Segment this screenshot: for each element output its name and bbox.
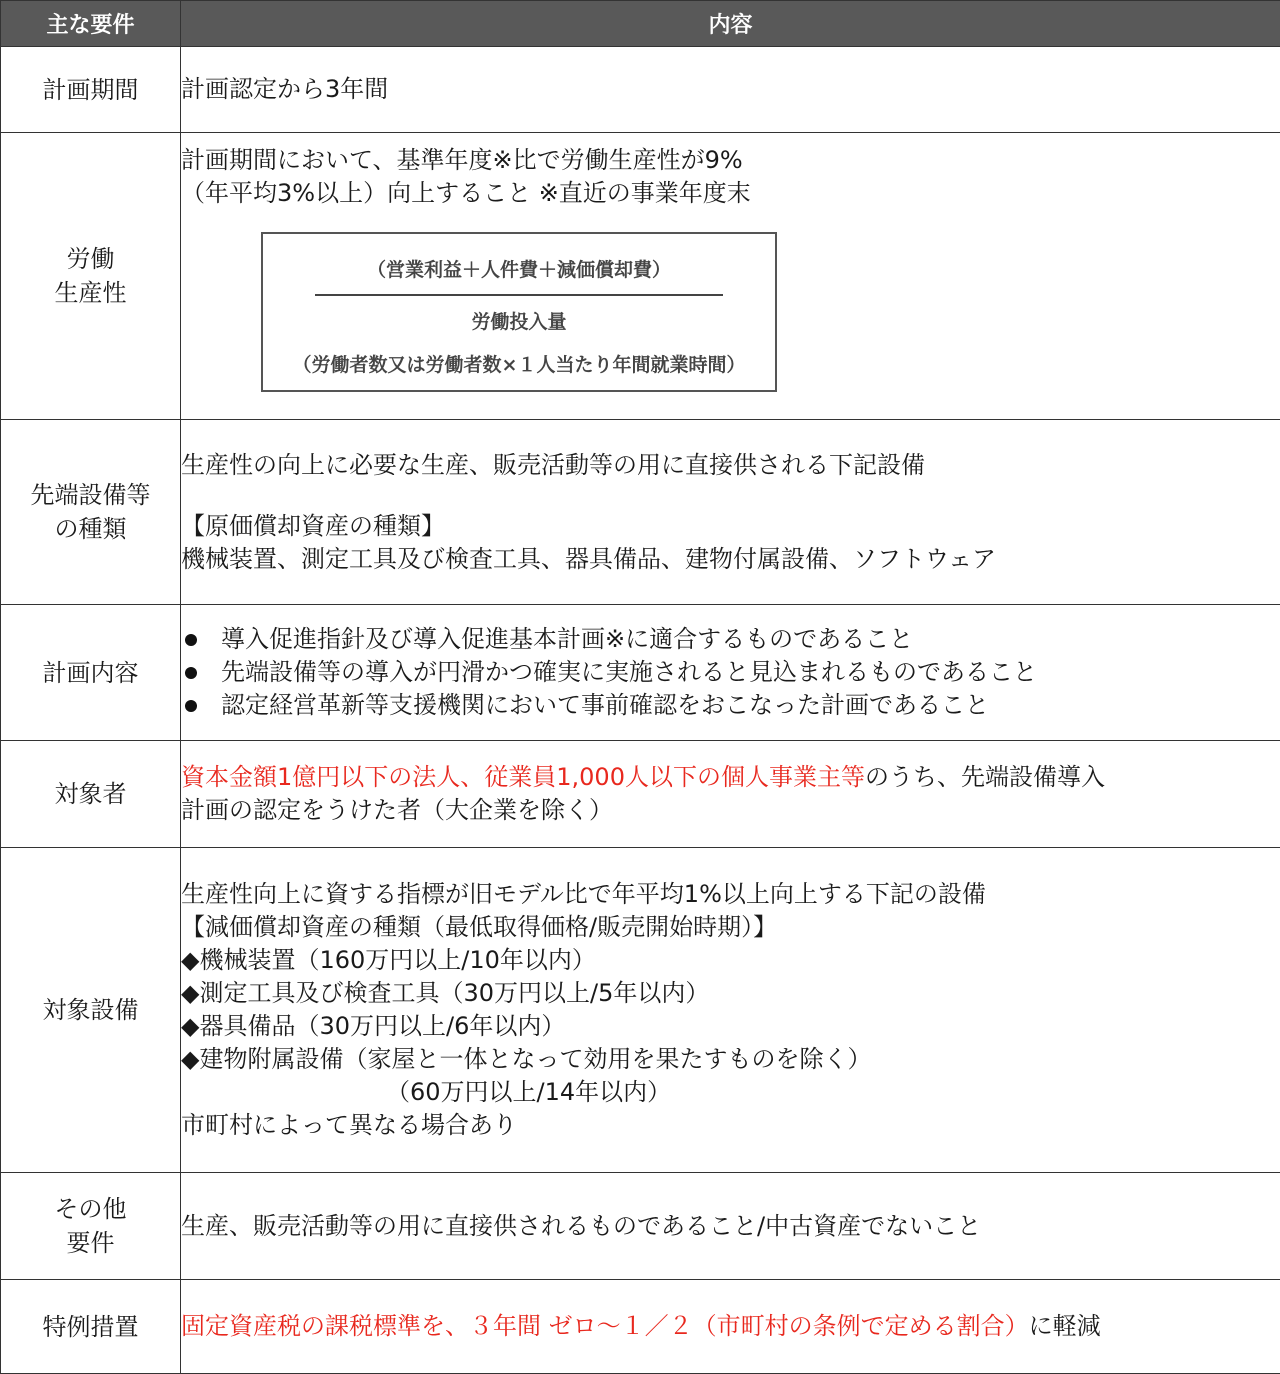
- spacer: [181, 482, 1280, 510]
- target-equipment-line4: ◆測定工具及び検査工具（30万円以上/5年以内）: [181, 979, 710, 1007]
- label-plan-period: 計画期間: [1, 47, 181, 133]
- special-rest: に軽減: [1028, 1312, 1101, 1340]
- header-content: 内容: [181, 1, 1280, 47]
- equipment-types-line2: 【原価償却資産の種類】: [181, 511, 445, 540]
- label-plan-content: 計画内容: [1, 605, 181, 741]
- content-target-persons: [181, 741, 1280, 848]
- bullet-icon: [185, 700, 197, 712]
- formula-fraction-bar: [315, 294, 723, 296]
- row-special-measures: [1, 1280, 1280, 1374]
- row-plan-period: [1, 47, 1280, 133]
- productivity-formula-box: [261, 232, 777, 392]
- row-labor-productivity: [1, 133, 1280, 420]
- label-other-line1: その他: [54, 1195, 127, 1223]
- bullet-text: 導入促進指針及び導入促進基本計画※に適合するものであること: [221, 625, 914, 653]
- formula-denominator: 労働投入量: [471, 311, 567, 333]
- target-equipment-line7: （60万円以上/14年以内）: [386, 1078, 672, 1106]
- target-equipment-line3: ◆機械装置（160万円以上/10年以内）: [181, 946, 596, 974]
- target-line1: [181, 761, 1280, 794]
- formula-numerator: （営業利益＋人件費＋減価償却費）: [366, 259, 671, 281]
- target-line2: 計画の認定をうけた者（大企業を除く）: [181, 796, 613, 824]
- bullet-text: 先端設備等の導入が円滑かつ確実に実施されると見込まれるものであること: [221, 658, 1037, 686]
- target-equipment-line5: ◆器具備品（30万円以上/6年以内）: [181, 1012, 566, 1040]
- label-labor-productivity: [1, 133, 181, 420]
- row-target-persons: [1, 741, 1280, 848]
- label-productivity-line1: 労働: [66, 245, 115, 273]
- target-equipment-line1: 生産性向上に資する指標が旧モデル比で年平均1%以上向上する下記の設備: [181, 880, 986, 908]
- label-target-persons: 対象者: [1, 741, 181, 848]
- target-rest1: のうち、先端設備導入: [864, 763, 1105, 791]
- special-highlight: 固定資産税の課税標準を、３年間 ゼロ～１／２（市町村の条例で定める割合）: [181, 1312, 1029, 1340]
- special-measures-line: [181, 1310, 1280, 1343]
- label-other-requirements: [1, 1173, 181, 1280]
- list-item: [181, 623, 1280, 656]
- productivity-line1: 計画期間において、基準年度※比で労働生産性が9%: [181, 146, 743, 174]
- content-labor-productivity: [181, 133, 1280, 420]
- row-target-equipment: [1, 848, 1280, 1173]
- target-highlight: 資本金額1億円以下の法人、従業員1,000人以下の個人事業主等: [181, 763, 865, 791]
- content-equipment-types: [181, 420, 1280, 605]
- target-equipment-line8: 市町村によって異なる場合あり: [181, 1111, 517, 1139]
- plan-period-text: 計画認定から3年間: [181, 75, 389, 103]
- productivity-line2: （年平均3%以上）向上すること ※直近の事業年度末: [181, 179, 751, 207]
- target-equipment-line6: ◆建物附属設備（家屋と一体となって効用を果たすものを除く）: [181, 1045, 872, 1073]
- content-other-requirements: [181, 1173, 1280, 1280]
- label-equipment-line2: の種類: [54, 515, 127, 543]
- target-equipment-line2: 【減価償却資産の種類（最低取得価格/販売開始時期）】: [181, 913, 778, 941]
- content-plan-period: [181, 47, 1280, 133]
- list-item: [181, 656, 1280, 689]
- bullet-icon: [185, 634, 197, 646]
- bullet-icon: [185, 667, 197, 679]
- content-target-equipment: [181, 848, 1280, 1173]
- row-equipment-types: [1, 420, 1280, 605]
- header-main-requirements: 主な要件: [1, 1, 181, 47]
- row-plan-content: [1, 605, 1280, 741]
- label-equipment-types: [1, 420, 181, 605]
- label-other-line2: 要件: [66, 1229, 115, 1257]
- content-plan-content: [181, 605, 1280, 741]
- label-equipment-line1: 先端設備等: [30, 481, 151, 509]
- other-requirements-text: 生産、販売活動等の用に直接供されるものであること/中古資産でないこと: [181, 1211, 982, 1240]
- formula-note: （労働者数又は労働者数×１人当たり年間就業時間）: [292, 354, 746, 376]
- plan-content-bullets: [181, 623, 1280, 722]
- equipment-types-line1: 生産性の向上に必要な生産、販売活動等の用に直接供される下記設備: [181, 450, 925, 479]
- header-row: [1, 1, 1280, 47]
- label-productivity-line2: 生産性: [54, 279, 127, 307]
- equipment-types-line3: 機械装置、測定工具及び検査工具、器具備品、建物付属設備、ソフトウェア: [181, 544, 997, 573]
- list-item: [181, 689, 1280, 722]
- content-special-measures: [181, 1280, 1280, 1374]
- label-special-measures: 特例措置: [1, 1280, 181, 1374]
- bullet-text: 認定経営革新等支援機関において事前確認をおこなった計画であること: [221, 691, 989, 719]
- label-target-equipment: 対象設備: [1, 848, 181, 1173]
- row-other-requirements: [1, 1173, 1280, 1280]
